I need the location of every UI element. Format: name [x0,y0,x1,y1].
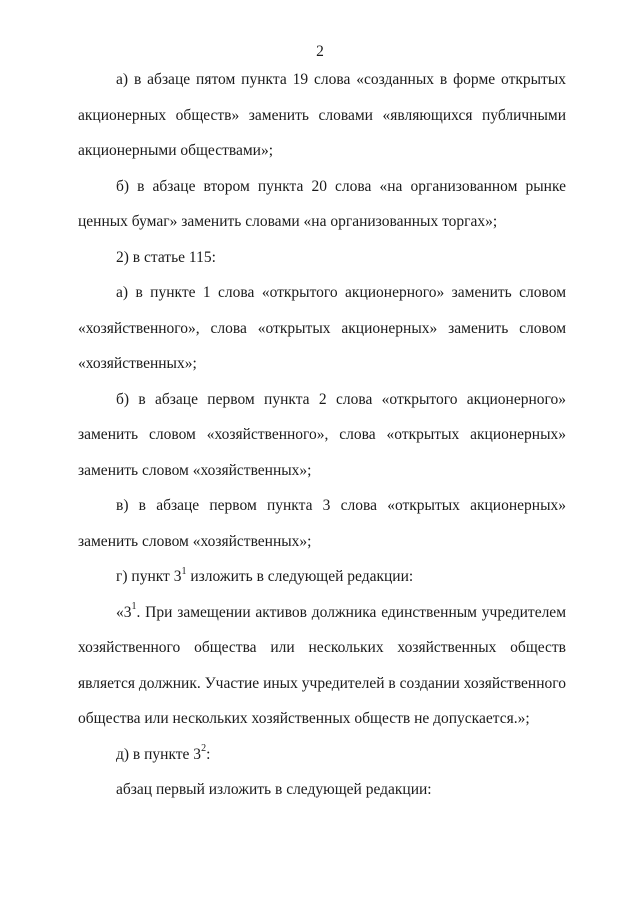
point-3-1-intro-post: изложить в следующей редакции: [186,568,414,585]
superscript-1: 1 [181,565,187,577]
document-body [78,62,566,808]
paragraph-19-amendment: а) в абзаце пятом пункта 19 слова «созданных в форме открытых акционерных обществ» заменить словами «являющихся публичными акционерными обществами»; [78,71,566,159]
point-3-2-intro [78,737,566,773]
point-3-1-intro-pre: г) пункт 3 [116,568,182,585]
article-115-heading: 2) в статье 115: [116,248,216,266]
point-3-1-text-pre: «3 [116,603,132,621]
superscript-1: 1 [131,601,137,613]
point-3-2-intro-pre: д) в пункте 3 [116,745,202,763]
superscript-2: 2 [201,743,207,755]
point-3-2-intro-post: : [206,745,211,763]
point-3-1-text-post: . При замещении активов должника единственным учредителем хозяйственного общества или нескольких хозяйственных обществ является должник. Участие иных учредителей в создании хозяйственного общества или нескольких хозяйственных обществ не допускается.»; [78,603,566,727]
point-1-amendment: а) в пункте 1 слова «открытого акционерного» заменить словом «хозяйственного», слова «открытых акционерных» заменить словом «хозяйственных»; [78,284,566,372]
page-number: 2 [316,43,324,60]
point-2-amendment: б) в абзаце первом пункта 2 слова «открытого акционерного» заменить словом «хозяйственного», слова «открытых акционерных» заменить словом «хозяйственных»; [78,390,566,479]
point-3-1-text [78,595,566,737]
point-3-1-intro [78,559,566,595]
paragraph-20-amendment: б) в абзаце втором пункта 20 слова «на организованном рынке ценных бумаг» заменить словами «на организованных торгах»; [78,177,566,230]
first-paragraph-redaction: абзац первый изложить в следующей редакции: [116,781,432,798]
point-3-amendment: в) в абзаце первом пункта 3 слова «открытых акционерных» заменить словом «хозяйственных»; [78,497,566,550]
